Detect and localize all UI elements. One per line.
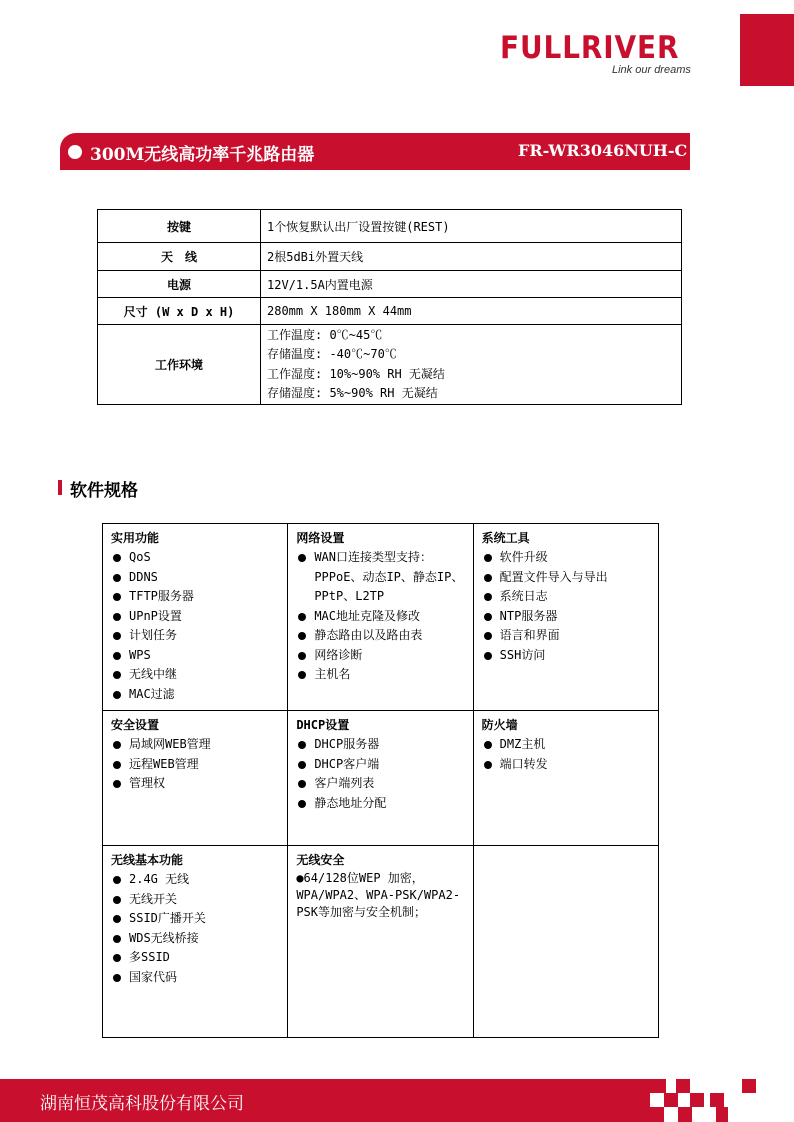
product-title-bar [60,133,690,170]
list-item: 多SSID [111,948,279,968]
list-item: 2.4G 无线 [111,870,279,890]
list-item: 静态地址分配 [296,794,464,814]
list-item: 客户端列表 [296,774,464,794]
list-item: 主机名 [296,665,464,685]
product-name: 300M无线高功率千兆路由器 [90,145,315,165]
heading-marker [58,480,62,495]
env-line: 工作湿度: 10%~90% RH 无凝结 [267,366,445,381]
spec-row [98,298,682,325]
spec-cell [288,711,473,846]
list-item: 静态路由以及路由表 [296,626,464,646]
list-item: SSID广播开关 [111,909,279,929]
list-item: WPS [111,646,279,666]
list-item: 语言和界面 [482,626,650,646]
spec-cell [288,524,473,711]
cell-title: 无线安全 [296,853,345,867]
cell-title: 系统工具 [481,531,530,545]
corner-decoration [740,14,794,86]
spec-row [98,325,682,405]
list-item: 端口转发 [482,755,650,775]
list-item: UPnP设置 [111,607,279,627]
list-item: 系统日志 [482,587,650,607]
list-item: SSH访问 [482,646,650,666]
bullet-icon [68,145,82,159]
cell-title: 安全设置 [111,718,160,732]
list-item: QoS [111,548,279,568]
footer-bar [0,1079,650,1122]
product-model: FR-WR3046NUH-C [518,141,688,160]
list-item: 配置文件导入与导出 [482,568,650,588]
cell-title: 防火墙 [481,718,518,732]
spec-key: 天 线 [98,243,261,271]
list-item: 局域网WEB管理 [111,735,279,755]
logo-brand: FULLRIVER [500,30,680,66]
spec-cell [103,711,288,846]
spec-value: 1个恢复默认出厂设置按键(REST) [261,210,682,243]
list-item: 软件升级 [482,548,650,568]
software-spec-grid [102,523,659,1038]
spec-cell [103,524,288,711]
company-name: 湖南恒茂高科股份有限公司 [40,1094,244,1114]
spec-cell [473,711,658,846]
list-item: 网络诊断 [296,646,464,666]
spec-cell [103,846,288,1038]
list-item: 无线开关 [111,890,279,910]
list-item: MAC过滤 [111,685,279,705]
spec-cell [288,846,473,1038]
list-item: DHCP服务器 [296,735,464,755]
spec-row [98,243,682,271]
spec-value: 280mm X 180mm X 44mm [261,298,682,325]
fullriver-logo [500,30,730,80]
cell-title: DHCP设置 [296,718,350,732]
spec-value: 12V/1.5A内置电源 [261,271,682,298]
cell-title: 网络设置 [296,531,345,545]
list-item: MAC地址克隆及修改 [296,607,464,627]
env-line: 存储湿度: 5%~90% RH 无凝结 [267,386,438,400]
spec-key: 电源 [98,271,261,298]
list-item: 计划任务 [111,626,279,646]
spec-key: 尺寸 (W x D x H) [98,298,261,325]
spec-value [261,325,682,405]
list-item: 管理权 [111,774,279,794]
list-item: 远程WEB管理 [111,755,279,775]
spec-row [98,271,682,298]
env-line: 存储温度: -40℃~70℃ [267,347,397,361]
list-item: WDS无线桥接 [111,929,279,949]
list-item: DDNS [111,568,279,588]
list-item: NTP服务器 [482,607,650,627]
empty-cell [473,846,658,1038]
spec-key: 工作环境 [98,325,261,405]
spec-key: 按键 [98,210,261,243]
list-item: DMZ主机 [482,735,650,755]
section-title: 软件规格 [70,481,138,501]
cell-title: 实用功能 [111,531,160,545]
list-item: 国家代码 [111,968,279,988]
list-item: 无线中继 [111,665,279,685]
spec-value: 2根5dBi外置天线 [261,243,682,271]
env-line: 工作温度: 0℃~45℃ [267,327,383,342]
spec-row [98,210,682,243]
hardware-spec-table [97,209,682,405]
list-item: DHCP客户端 [296,755,464,775]
list-item: TFTP服务器 [111,587,279,607]
list-item: WAN口连接类型支持：PPPoE、动态IP、静态IP、PPtP、L2TP [296,548,464,607]
cell-text: ●64/128位WEP 加密，WPA/WPA2、WPA-PSK/WPA2-PSK等加密与安全机制； [296,871,461,919]
logo-tagline: Link our dreams [612,64,691,76]
spec-cell [473,524,658,711]
cell-title: 无线基本功能 [111,853,184,867]
